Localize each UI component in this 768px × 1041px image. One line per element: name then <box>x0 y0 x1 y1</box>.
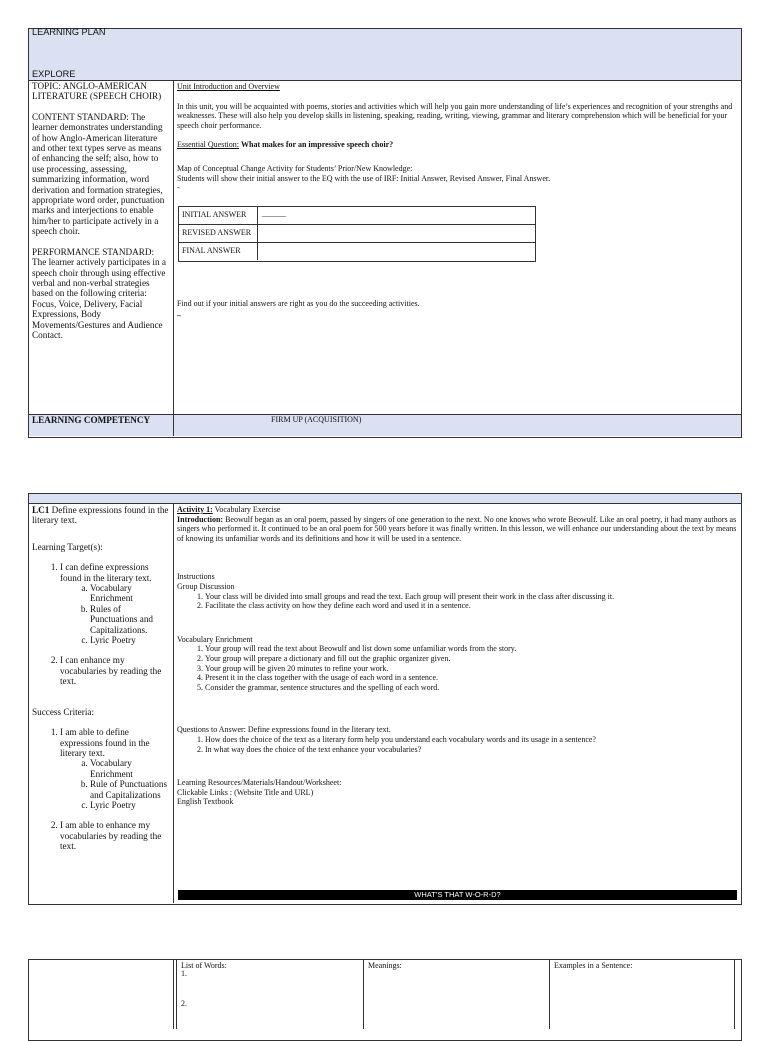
clickable-links[interactable]: Clickable Links : (Website Title and URL) <box>177 787 314 797</box>
performance-standard: PERFORMANCE STANDARD: The learner actively participates in a speech choir through using effective verbal and non-verbal strategies based on the following criteria: Focus, Voice, Delivery, Facial Expressions, Body Movements/Gestures and Audience Contact. <box>32 246 166 340</box>
unit-overview <box>177 82 737 193</box>
learning-competency-label: LEARNING COMPETENCY <box>32 415 151 425</box>
competency-column <box>32 505 170 852</box>
map-line-1: Map of Conceptual Change Activity for Students’ Prior/New Knowledge: <box>177 163 413 173</box>
vocab-item-3: 3. Your group will be given 20 minutes to refine your work. <box>205 664 737 674</box>
questions-list <box>177 735 737 754</box>
activity-intro: Introduction: Beowulf began as an oral poem, passed by singers of one generation to the next. No one knows who wrote Beowulf. Like an oral poetry, it had many authors as singers who performed it. It continued to be an oral poem for 500 years before it was finally written. In this lesson, we will enhance our understanding about the text by means of knowing its unfamiliar words and its definitions and how it will be used in a sentence. <box>177 514 737 543</box>
word-banner: WHAT’S THAT W-O-R-D? <box>178 890 737 900</box>
standards-column <box>32 81 168 340</box>
success-criteria-title: Success Criteria: <box>32 706 94 717</box>
group-discussion-list <box>177 592 737 611</box>
firm-up-label: FIRM UP (ACQUISITION) <box>271 415 362 424</box>
vocab-list <box>177 644 737 692</box>
resources-title: Learning Resources/Materials/Handout/Worksheet: <box>177 778 342 788</box>
lc1-text: LC1 Define expressions found in the literary text. <box>32 505 169 526</box>
target-2: 2. I can enhance my vocabularies by reading the text. <box>60 655 170 686</box>
success-criteria-list <box>32 727 170 851</box>
word-item-1[interactable]: 1. <box>181 969 187 978</box>
criteria-1c: c. Lyric Poetry <box>90 800 170 810</box>
vocab-item-4: 4. Present it in the class together with the usage of each word in a sentence. <box>205 673 737 683</box>
meanings-header: Meanings: <box>368 961 402 970</box>
group-item-1: 1. Your class will be divided into small groups and read the text. Each group will present their work in the class after discussing it. <box>205 592 737 602</box>
question-1: 1. How does the choice of the text as a literary form help you understand each vocabulary words and its usage in a sentence? <box>205 735 737 745</box>
group-discussion-title: Group Discussion <box>177 581 235 591</box>
english-textbook: English Textbook <box>177 797 234 807</box>
list-of-words-header: List of Words: <box>181 961 227 970</box>
irf-final-label: FINAL ANSWER <box>182 246 241 255</box>
criteria-1a: a. Vocabulary Enrichment <box>90 758 170 779</box>
criteria-1: 1. I am able to define expressions found in the literary text. a. Vocabulary Enrichment b. Rule of Punctuations and Capitalizations c. Lyric Poetry <box>60 727 170 810</box>
essential-question: Essential Question: What makes for an impressive speech choir? <box>177 140 394 150</box>
questions-title: Questions to Answer: Define expressions found in the literary text. <box>177 725 391 735</box>
target-1c: c. Lyric Poetry <box>90 635 170 645</box>
learning-plan-title: LEARNING PLAN <box>32 27 106 37</box>
vocab-item-2: 2. Your group will prepare a dictionary and fill out the graphic organizer given. <box>205 654 737 664</box>
question-2: 2. In what way does the choice of the text enhance your vocabularies? <box>205 745 737 755</box>
unit-title: Unit Introduction and Overview <box>177 82 280 91</box>
irf-initial-value[interactable]: ______ <box>262 209 286 218</box>
irf-revised-label: REVISED ANSWER <box>182 228 252 237</box>
vocab-item-5: 5. Consider the grammar, sentence structures and the spelling of each word. <box>205 683 737 693</box>
vocab-item-1: 1. Your group will read the text about Beowulf and list down some unfamiliar words from the story. <box>205 644 737 654</box>
group-item-2: 2. Facilitate the class activity on how they define each word and used it in a sentence. <box>205 601 737 611</box>
target-1b: b. Rules of Punctuations and Capitalizations. <box>90 604 170 635</box>
target-1: 1. I can define expressions found in the literary text. a. Vocabulary Enrichment b. Rules of Punctuations and Capitalizations. c. Lyric Poetry <box>60 562 170 645</box>
dash-2: – <box>177 311 181 320</box>
examples-header: Examples in a Sentence: <box>554 961 633 970</box>
target-1a: a. Vocabulary Enrichment <box>90 583 170 604</box>
criteria-1b: b. Rule of Punctuations and Capitalizations <box>90 779 170 800</box>
vocab-title: Vocabulary Enrichment <box>177 634 253 644</box>
learning-targets-title: Learning Target(s): <box>32 541 103 552</box>
dash-1: - <box>177 183 180 193</box>
unit-intro: In this unit, you will be acquainted with poems, stories and activities which will help you gain more understanding of life’s experiences and recognition of your strengths and weaknesses. These will also help you develop skills in listening, speaking, reading, writing, viewing, grammar and literary comprehension which will be beneficial for your speech choir performance. <box>177 101 733 130</box>
activity-column <box>177 505 737 807</box>
map-line-2: Students will show their initial answer to the EQ with the use of IRF: Initial Answer, Revised Answer, Final Answer. <box>177 173 551 183</box>
irf-initial-label: INITIAL ANSWER <box>182 210 247 219</box>
criteria-2: 2. I am able to enhance my vocabularies by reading the text. <box>60 820 170 851</box>
instructions-title: Instructions <box>177 572 215 582</box>
learning-targets-list <box>32 562 170 686</box>
content-standard: CONTENT STANDARD: The learner demonstrates understanding of how Anglo-American literature and other text types serve as means of enhancing the self; also, how to use processing, assessing, summarizing information, word derivation and formation strategies, appropriate word order, punctuation marks and interjections to enable him/her to participate actively in a speech choir. <box>32 111 165 237</box>
find-out-text: Find out if your initial answers are right as you do the succeeding activities. <box>177 299 420 308</box>
topic: TOPIC: ANGLO-AMERICAN LITERATURE (SPEECH CHOIR) <box>32 81 162 102</box>
vocab-organizer-table <box>28 959 742 1041</box>
activity-heading: Activity 1: Vocabulary Exercise <box>177 505 281 514</box>
word-item-2[interactable]: 2. <box>181 999 187 1008</box>
explore-label: EXPLORE <box>32 69 76 79</box>
